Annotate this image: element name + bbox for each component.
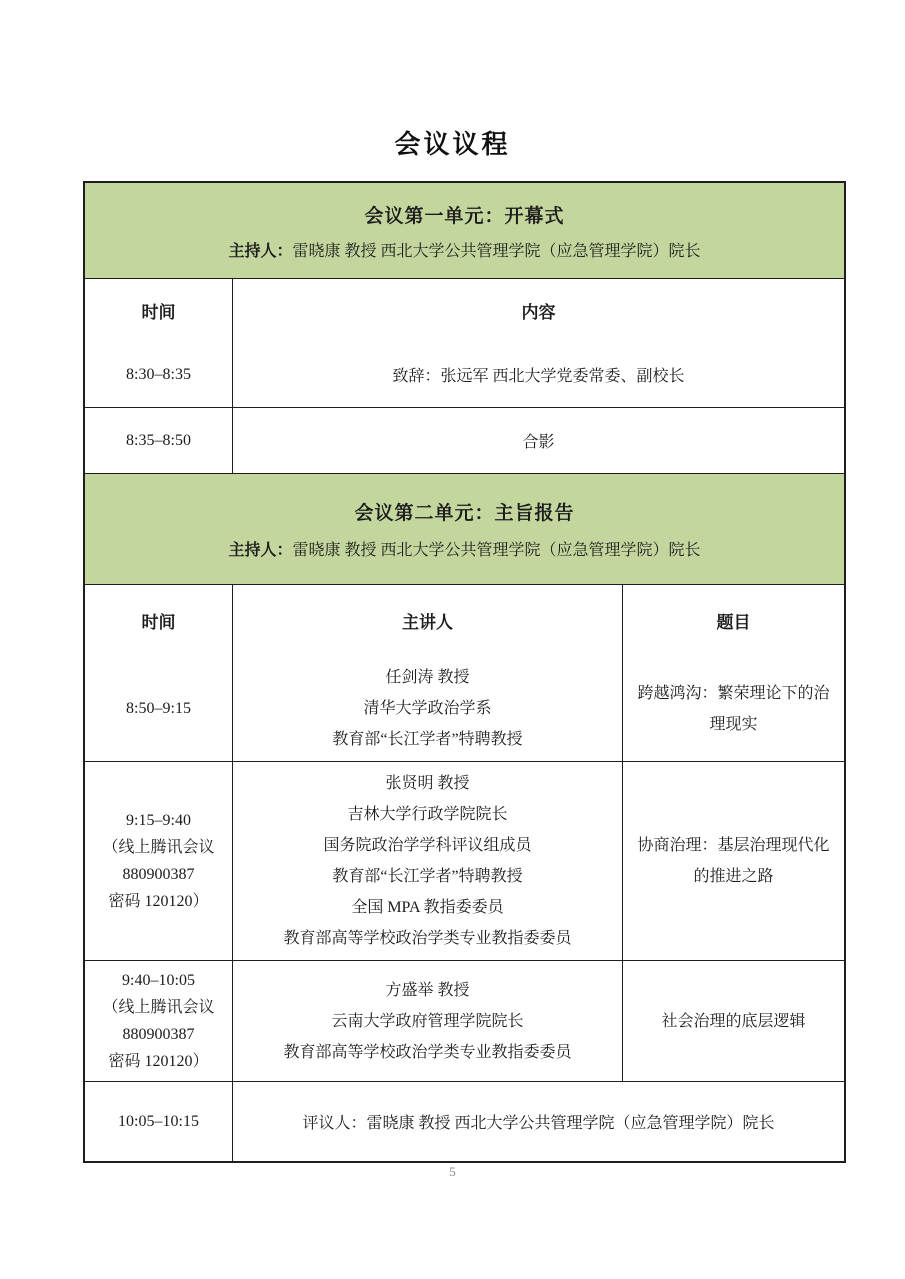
reviewer-cell: 评议人：雷晓康 教授 西北大学公共管理学院（应急管理学院）院长	[302, 1115, 775, 1132]
section-2-title: 会议第二单元：主旨报告	[354, 503, 575, 524]
section-2-rows	[85, 656, 844, 1081]
time-cell: 10:05–10:15	[85, 1082, 233, 1161]
column-header-speaker: 主讲人	[233, 585, 623, 656]
time-cell: 8:35–8:50	[85, 408, 233, 473]
reviewer-row	[85, 1081, 844, 1161]
column-header-content: 内容	[521, 302, 556, 322]
host-label: 主持人：	[228, 542, 293, 559]
text-line: 吉林大学行政学院院长	[347, 806, 508, 823]
section-2-header	[85, 473, 844, 584]
text-line: 教育部“长江学者”特聘教授	[332, 731, 523, 748]
topic-cell: 跨越鸿沟：繁荣理论下的治理现实	[637, 684, 830, 733]
text-line: 密码 120120）	[108, 1053, 209, 1070]
table-row	[85, 960, 844, 1081]
text-line: 880900387	[122, 866, 195, 883]
section-2-column-header-row	[85, 584, 844, 656]
host-label: 主持人：	[228, 242, 293, 260]
topic-cell: 协商治理：基层治理现代化的推进之路	[637, 837, 830, 885]
text-line: 清华大学政治学系	[363, 700, 492, 717]
host-value: 雷晓康 教授 西北大学公共管理学院（应急管理学院）院长	[292, 242, 701, 260]
text-line: 教育部高等学校政治学类专业教指委委员	[283, 1043, 572, 1061]
time-cell: 8:30–8:35	[85, 341, 233, 407]
column-header-time: 时间	[85, 279, 233, 341]
text-line: 9:40–10:05	[122, 972, 195, 989]
text-line: 张贤明 教授	[385, 775, 470, 792]
content-cell: 致辞：张远军 西北大学党委常委、副校长	[392, 367, 685, 385]
text-line: 任剑涛 教授	[385, 669, 470, 686]
time-cell	[85, 656, 233, 761]
text-line: 云南大学政府管理学院院长	[331, 1012, 524, 1030]
topic-cell: 社会治理的底层逻辑	[661, 1012, 806, 1030]
page-title: 会议议程	[394, 130, 511, 159]
text-line: （线上腾讯会议	[102, 999, 215, 1016]
text-line: 方盛举 教授	[385, 981, 470, 999]
section-1-column-header-row	[85, 278, 844, 341]
text-line: （线上腾讯会议	[102, 839, 215, 856]
text-line: 9:15–9:40	[126, 812, 191, 829]
host-value: 雷晓康 教授 西北大学公共管理学院（应急管理学院）院长	[292, 542, 701, 559]
section-2-host	[228, 537, 700, 560]
section-1-title: 会议第一单元：开幕式	[364, 205, 565, 227]
time-cell	[85, 961, 233, 1081]
speaker-cell	[233, 961, 623, 1081]
text-line: 8:50–9:15	[126, 700, 191, 717]
speaker-cell	[233, 762, 623, 960]
table-row	[85, 656, 844, 761]
content-cell: 合影	[522, 434, 555, 451]
section-1-rows	[85, 341, 844, 473]
text-line: 教育部高等学校政治学类专业教指委委员	[283, 930, 572, 947]
text-line: 880900387	[122, 1026, 195, 1043]
table-row	[85, 761, 844, 960]
column-header-topic: 题目	[716, 613, 751, 632]
text-line: 国务院政治学学科评议组成员	[323, 837, 532, 854]
text-line: 密码 120120）	[108, 893, 209, 910]
table-row	[85, 407, 844, 473]
page-number: 5	[449, 1164, 456, 1179]
text-line: 全国 MPA 教指委委员	[351, 899, 504, 916]
section-1-header	[85, 183, 844, 278]
section-1-host	[228, 238, 700, 261]
text-line: 教育部“长江学者”特聘教授	[332, 868, 523, 885]
time-cell	[85, 762, 233, 960]
speaker-cell	[233, 656, 623, 761]
agenda-table	[83, 181, 846, 1163]
column-header-time: 时间	[85, 585, 233, 656]
table-row	[85, 341, 844, 407]
